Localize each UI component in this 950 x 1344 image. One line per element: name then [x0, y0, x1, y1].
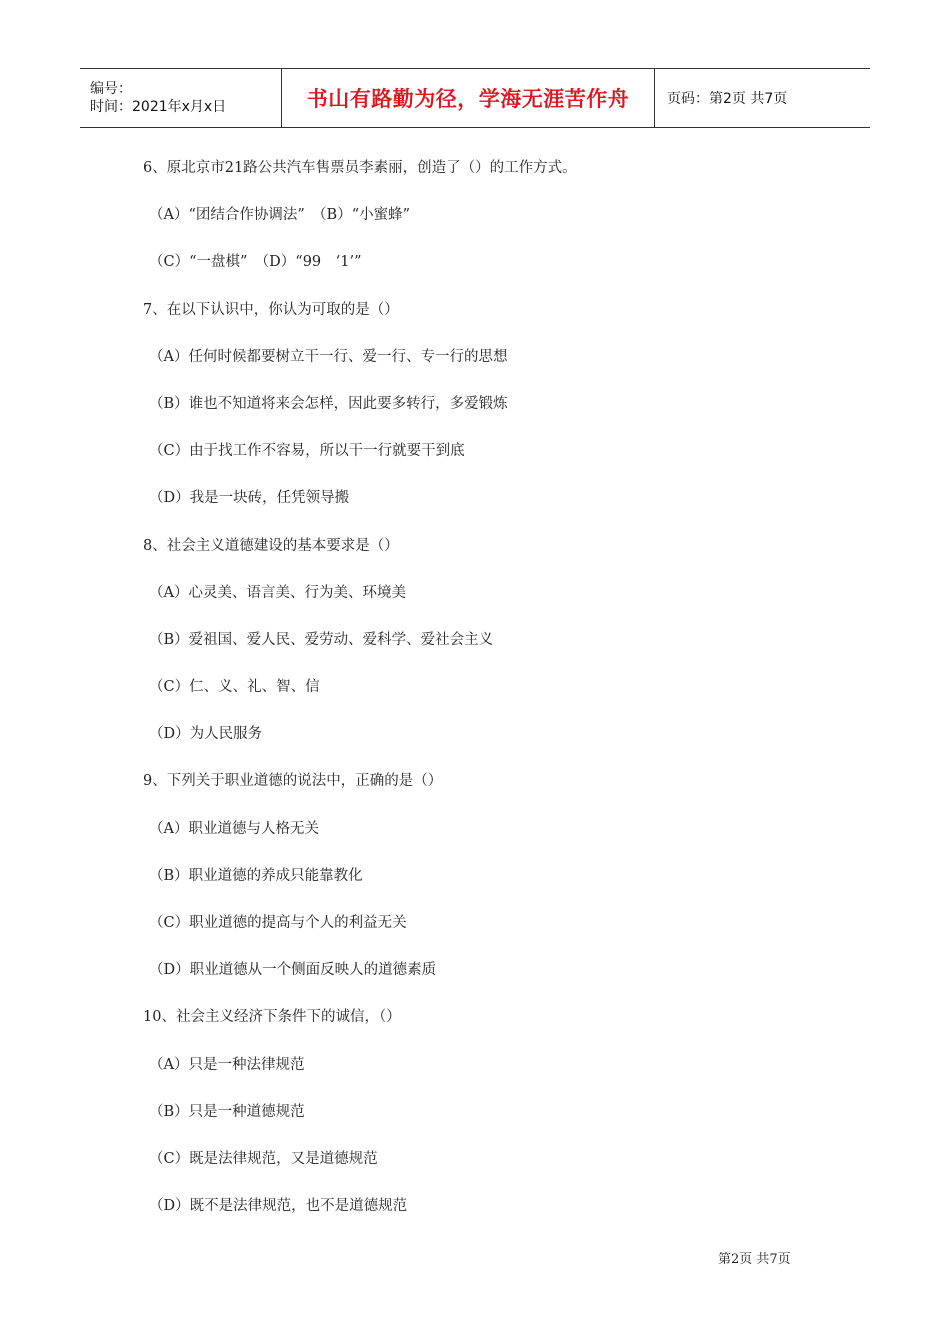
- option-line: （C）由于找工作不容易，所以干一行就要干到底: [149, 443, 465, 460]
- option-line: （C）职业道德的提高与个人的利益无关: [149, 915, 407, 931]
- option-line: （C）“一盘棋” （D）“99 ‘1’”: [149, 254, 362, 271]
- option-line: （D）既不是法律规范，也不是道德规范: [149, 1198, 408, 1215]
- question-list: [143, 152, 843, 1237]
- option-line: （D）职业道德从一个侧面反映人的道德素质: [149, 962, 437, 979]
- question-text: 8、社会主义道德建设的基本要求是（）: [143, 537, 399, 554]
- motto-text: 书山有路勤为径，学海无涯苦作舟: [306, 87, 630, 111]
- option-line: （A）任何时候都要树立干一行、爱一行、专一行的思想: [149, 348, 508, 365]
- question-item: [143, 152, 843, 294]
- option-line: （B）职业道德的养成只能靠教化: [149, 867, 363, 884]
- header-motto: [282, 69, 655, 127]
- question-item: [143, 1001, 843, 1237]
- option-line: （C）既是法律规范，又是道德规范: [149, 1150, 378, 1167]
- question-text: 7、在以下认识中，你认为可取的是（）: [143, 301, 399, 318]
- option-line: （A）只是一种法律规范: [149, 1056, 305, 1073]
- page-info-text: 页码：第2页 共7页: [667, 91, 788, 107]
- option-line: （B）爱祖国、爱人民、爱劳动、爱科学、爱社会主义: [149, 631, 494, 648]
- header-table: [80, 68, 870, 128]
- question-item: [143, 294, 843, 530]
- question-item: [143, 765, 843, 1001]
- option-line: （D）我是一块砖，任凭领导搬: [149, 490, 350, 507]
- option-line: （A）职业道德与人格无关: [149, 820, 319, 837]
- question-text: 6、原北京市21路公共汽车售票员李素丽，创造了（）的工作方式。: [143, 160, 577, 176]
- header-page-info: [655, 69, 870, 127]
- question-text: 9、下列关于职业道德的说法中，正确的是（）: [143, 773, 443, 790]
- header-meta: [80, 69, 282, 127]
- question-item: [143, 530, 843, 766]
- option-line: （A）心灵美、语言美、行为美、环境美: [149, 584, 406, 601]
- option-line: （A）“团结合作协调法” （B）“小蜜蜂”: [149, 207, 411, 224]
- option-line: （B）只是一种道德规范: [149, 1103, 305, 1120]
- question-text: 10、社会主义经济下条件下的诚信，（）: [143, 1009, 401, 1026]
- time-label: 时间：2021年x月x日: [90, 99, 227, 115]
- option-line: （C）仁、义、礼、智、信: [149, 679, 320, 696]
- code-label: 编号：: [90, 81, 132, 97]
- option-line: （B）谁也不知道将来会怎样，因此要多转行，多爱锻炼: [149, 395, 508, 412]
- option-line: （D）为人民服务: [149, 726, 263, 743]
- page-footer: 第2页 共7页: [718, 1252, 791, 1267]
